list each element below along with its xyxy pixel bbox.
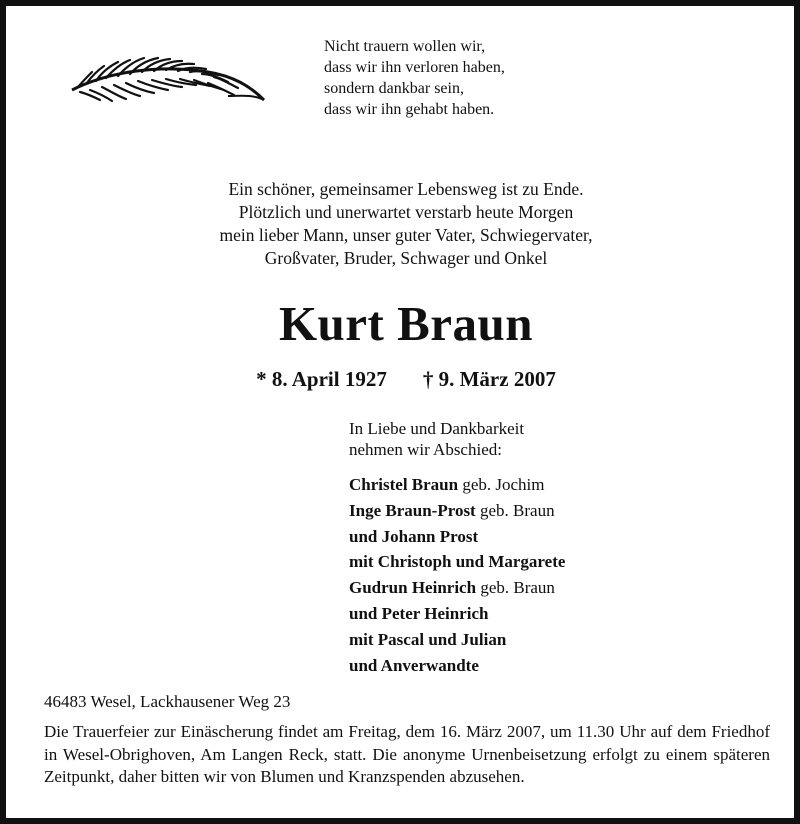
family-member-note: geb. Braun [476, 578, 555, 598]
family-member-name: mit Pascal und Julian [349, 629, 507, 649]
farewell-line: nehmen wir Abschied: [349, 440, 502, 459]
intro-line: Großvater, Bruder, Schwager und Onkel [264, 248, 548, 268]
family-member-name: Gudrun Heinrich [349, 578, 477, 598]
family-list [349, 472, 565, 678]
poem [324, 36, 505, 120]
palm-branch-icon [68, 50, 268, 110]
family-member-name: und Johann Prost [349, 526, 479, 546]
poem-line: sondern dankbar sein, [324, 80, 464, 97]
poem-line: dass wir ihn verloren haben, [324, 59, 505, 76]
poem-line: dass wir ihn gehabt haben. [324, 101, 495, 118]
family-member-name: und Peter Heinrich [349, 603, 489, 623]
intro-text [6, 178, 800, 270]
family-member-note: geb. Braun [475, 500, 555, 520]
family-member-name: Inge Braun-Prost [349, 500, 476, 520]
family-member-name: mit Christoph und Margarete [349, 552, 566, 572]
funeral-notice: Die Trauerfeier zur Einäscherung findet am Freitag, dem 16. März 2007, um 11.30 Uhr auf dem Friedhof in Wesel-Obrighoven, Am Langen Reck, statt. Die anonyme Urnenbeisetzung erfolgt zu einem späteren Zeitpunkt, daher bitten wir von Blumen und Kranzspenden abzusehen. [44, 722, 770, 787]
family-member [349, 549, 565, 575]
family-member-name: und Anverwandte [349, 655, 479, 675]
intro-line: mein lieber Mann, unser guter Vater, Schwiegervater, [219, 225, 593, 245]
family-member [349, 575, 565, 601]
family-member-name: Christel Braun [349, 475, 459, 494]
farewell-text [349, 418, 524, 460]
intro-line: Plötzlich und unerwartet verstarb heute Morgen [238, 202, 574, 222]
family-member [349, 498, 565, 524]
family-member [349, 627, 565, 653]
family-member [349, 472, 565, 498]
address: 46483 Wesel, Lackhausener Weg 23 [44, 692, 291, 711]
family-member [349, 524, 565, 550]
death-date: † 9. März 2007 [422, 367, 556, 391]
deceased-name: Kurt Braun [278, 296, 534, 351]
birth-date: * 8. April 1927 [256, 367, 387, 391]
family-member [349, 653, 565, 679]
poem-line: Nicht trauern wollen wir, [324, 38, 486, 55]
life-dates [6, 366, 800, 392]
family-member-note: geb. Jochim [458, 475, 545, 494]
intro-line: Ein schöner, gemeinsamer Lebensweg ist zu Ende. [228, 179, 584, 199]
family-member [349, 601, 565, 627]
farewell-line: In Liebe und Dankbarkeit [349, 419, 525, 438]
